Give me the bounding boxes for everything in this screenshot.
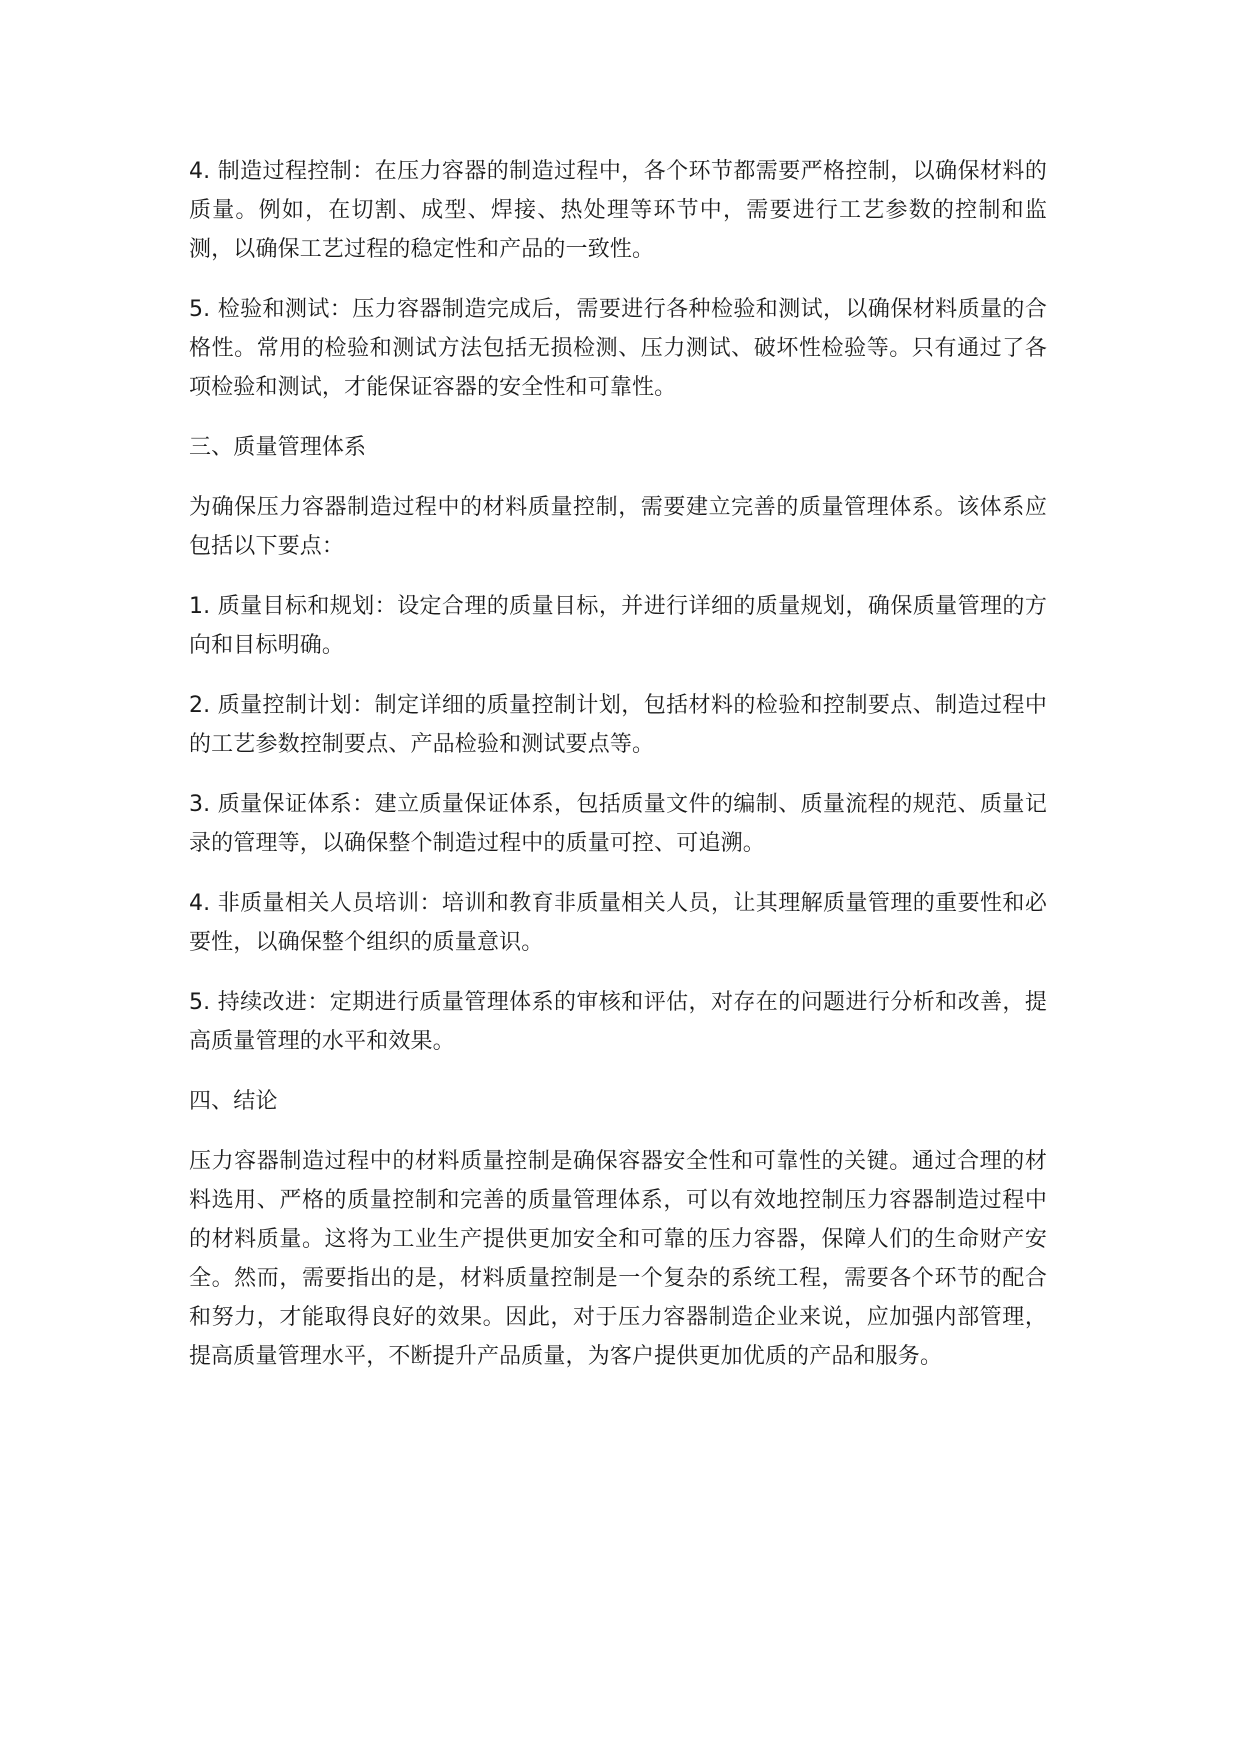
paragraph-continuous-improvement: 5. 持续改进：定期进行质量管理体系的审核和评估，对存在的问题进行分析和改善，提高质量管理的水平和效果。 bbox=[189, 990, 1047, 1054]
document-body bbox=[189, 152, 1047, 1397]
paragraph-quality-goals: 1. 质量目标和规划：设定合理的质量目标，并进行详细的质量规划，确保质量管理的方向和目标明确。 bbox=[189, 594, 1047, 658]
paragraph-inspection-and-testing: 5. 检验和测试：压力容器制造完成后，需要进行各种检验和测试，以确保材料质量的合格性。常用的检验和测试方法包括无损检测、压力测试、破坏性检验等。只有通过了各项检验和测试，才能保证容器的安全性和可靠性。 bbox=[189, 297, 1047, 400]
section-heading-quality-management-system: 三、质量管理体系 bbox=[189, 435, 367, 460]
paragraph-manufacturing-process-control: 4. 制造过程控制：在压力容器的制造过程中，各个环节都需要严格控制，以确保材料的质量。例如，在切割、成型、焊接、热处理等环节中，需要进行工艺参数的控制和监测，以确保工艺过程的稳定性和产品的一致性。 bbox=[189, 159, 1047, 262]
paragraph-quality-system-intro: 为确保压力容器制造过程中的材料质量控制，需要建立完善的质量管理体系。该体系应包括以下要点： bbox=[189, 495, 1047, 559]
section-heading-conclusion: 四、结论 bbox=[189, 1089, 278, 1114]
paragraph-staff-training: 4. 非质量相关人员培训：培训和教育非质量相关人员，让其理解质量管理的重要性和必要性，以确保整个组织的质量意识。 bbox=[189, 891, 1047, 955]
paragraph-quality-control-plan: 2. 质量控制计划：制定详细的质量控制计划，包括材料的检验和控制要点、制造过程中的工艺参数控制要点、产品检验和测试要点等。 bbox=[189, 693, 1047, 757]
paragraph-conclusion: 压力容器制造过程中的材料质量控制是确保容器安全性和可靠性的关键。通过合理的材料选用、严格的质量控制和完善的质量管理体系，可以有效地控制压力容器制造过程中的材料质量。这将为工业生产提供更加安全和可靠的压力容器，保障人们的生命财产安全。然而，需要指出的是，材料质量控制是一个复杂的系统工程，需要各个环节的配合和努力，才能取得良好的效果。因此，对于压力容器制造企业来说，应加强内部管理，提高质量管理水平，不断提升产品质量，为客户提供更加优质的产品和服务。 bbox=[189, 1149, 1047, 1369]
paragraph-quality-assurance-system: 3. 质量保证体系：建立质量保证体系，包括质量文件的编制、质量流程的规范、质量记录的管理等，以确保整个制造过程中的质量可控、可追溯。 bbox=[189, 792, 1047, 856]
